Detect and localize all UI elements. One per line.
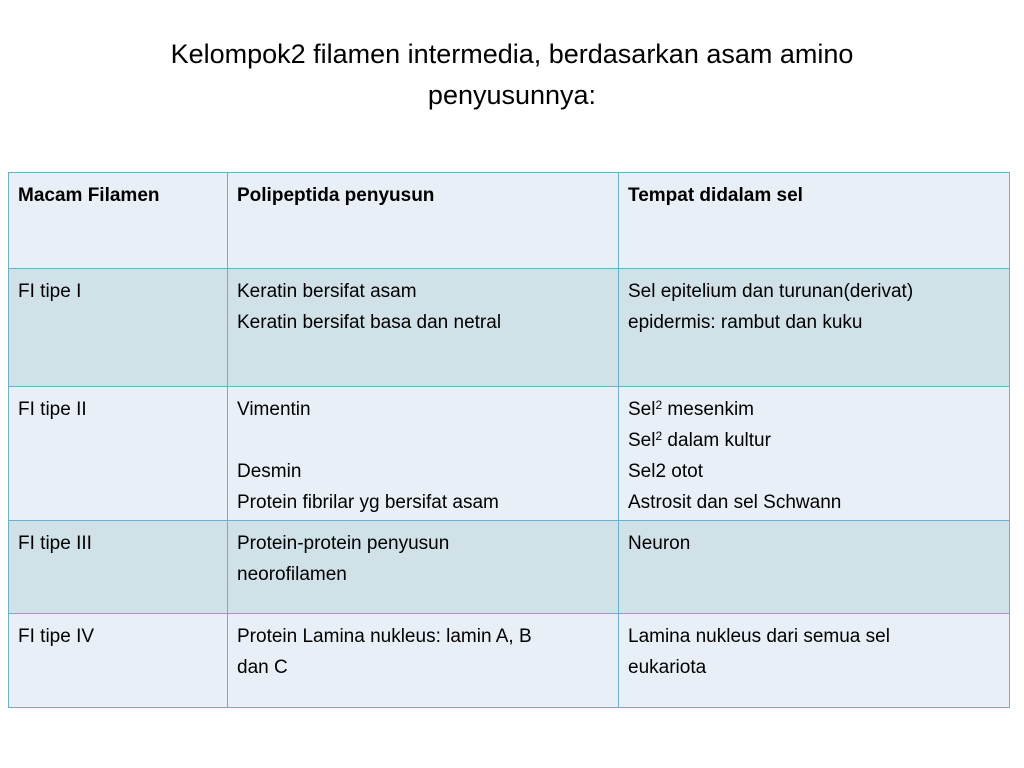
table-row xyxy=(9,387,1010,521)
cell-line: epidermis: rambut dan kuku xyxy=(628,312,863,333)
cell-filament-type: FI tipe II xyxy=(9,387,228,521)
table-row xyxy=(9,521,1010,614)
slide-title-line-2: penyusunnya: xyxy=(427,80,597,110)
cell-line: dan C xyxy=(237,657,288,678)
header-polipeptida-penyusun: Polipeptida penyusun xyxy=(228,173,619,269)
cell-text: dalam kultur xyxy=(662,430,771,451)
cell-line: Protein fibrilar yg bersifat asam xyxy=(237,492,499,513)
cell-line: eukariota xyxy=(628,657,707,678)
cell-location xyxy=(619,614,1010,708)
cell-text: Sel xyxy=(628,430,656,451)
slide-title xyxy=(60,34,964,116)
cell-line xyxy=(628,425,1000,456)
cell-polypeptides xyxy=(228,387,619,521)
filament-table xyxy=(8,172,1010,708)
cell-location xyxy=(619,521,1010,614)
cell-line: Desmin xyxy=(237,461,302,482)
cell-polypeptides xyxy=(228,614,619,708)
cell-filament-type: FI tipe III xyxy=(9,521,228,614)
cell-line: Astrosit dan sel Schwann xyxy=(628,492,842,513)
cell-line: Protein-protein penyusun xyxy=(237,533,450,554)
cell-line: Keratin bersifat asam xyxy=(237,281,417,302)
cell-line: Keratin bersifat basa dan netral xyxy=(237,312,502,333)
cell-polypeptides xyxy=(228,269,619,387)
cell-polypeptides xyxy=(228,521,619,614)
table-row xyxy=(9,614,1010,708)
cell-line: Sel epitelium dan turunan(derivat) xyxy=(628,281,914,302)
cell-text: mesenkim xyxy=(662,399,755,420)
cell-line: Neuron xyxy=(628,533,691,554)
table-header-row xyxy=(9,173,1010,269)
header-macam-filamen: Macam Filamen xyxy=(9,173,228,269)
cell-line: neorofilamen xyxy=(237,564,347,585)
cell-line: Lamina nukleus dari semua sel xyxy=(628,626,890,647)
slide-title-line-1: Kelompok2 filamen intermedia, berdasarkan asam amino xyxy=(170,39,854,69)
cell-line-blank xyxy=(237,425,609,456)
superscript: 2 xyxy=(655,398,663,412)
cell-line: Sel2 otot xyxy=(628,461,703,482)
cell-filament-type: FI tipe I xyxy=(9,269,228,387)
cell-line: Protein Lamina nukleus: lamin A, B xyxy=(237,626,532,647)
header-tempat-didalam-sel: Tempat didalam sel xyxy=(619,173,1010,269)
cell-location xyxy=(619,387,1010,521)
cell-filament-type: FI tipe IV xyxy=(9,614,228,708)
cell-line xyxy=(628,394,1000,425)
cell-location xyxy=(619,269,1010,387)
superscript: 2 xyxy=(655,429,663,443)
table-row xyxy=(9,269,1010,387)
cell-line: Vimentin xyxy=(237,399,311,420)
cell-text: Sel xyxy=(628,399,656,420)
